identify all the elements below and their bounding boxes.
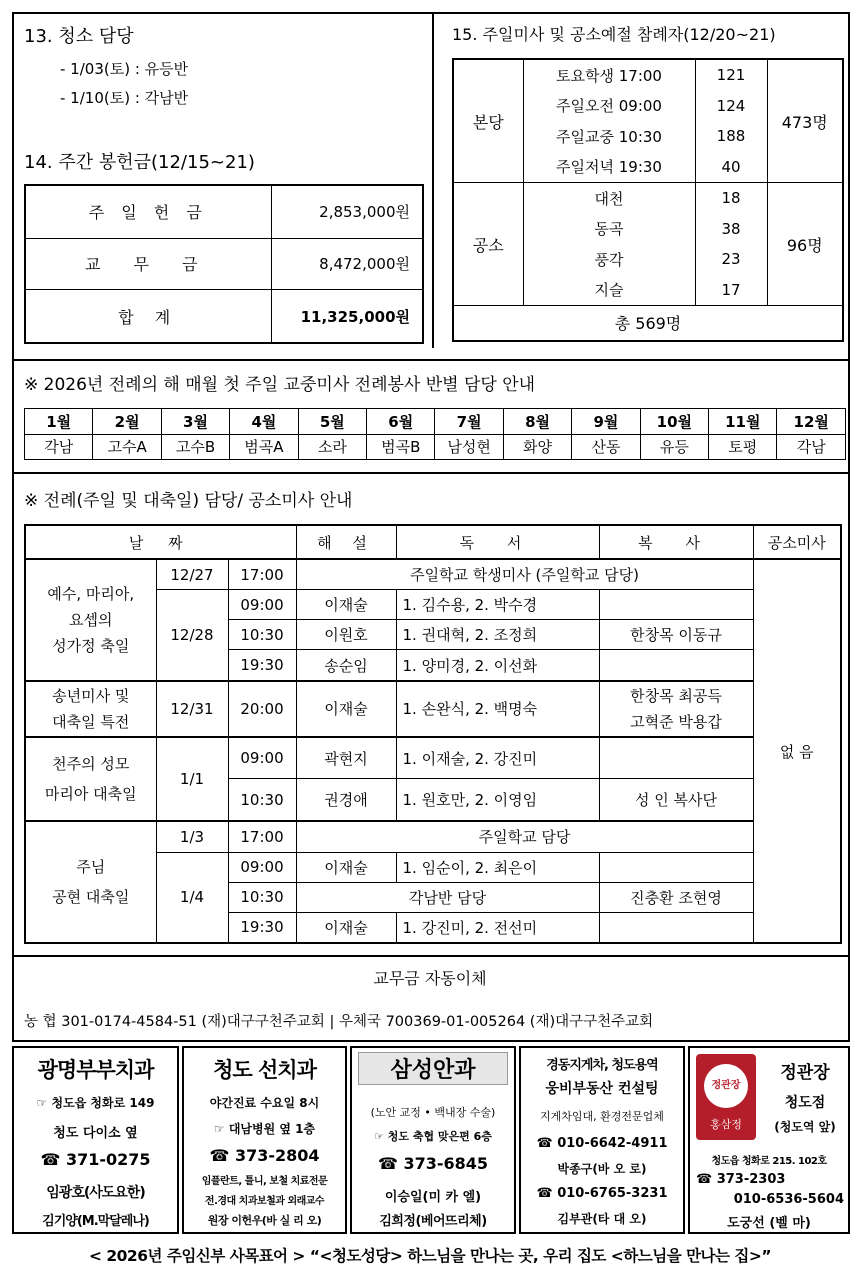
acolyte-cell: 한창목 이동규 — [599, 620, 753, 650]
groups-row — [25, 434, 846, 460]
auto-transfer-title: 교무금 자동이체 — [373, 969, 487, 988]
merged-cell: 주일학교 학생미사 (주일학교 담당) — [296, 559, 753, 590]
feast-name-line: 주님 — [76, 858, 106, 877]
comment-cell: 이원호 — [296, 620, 396, 650]
ad-branch: 청도점 — [784, 1095, 826, 1111]
group-cell: 화양 — [503, 434, 571, 460]
offering-title: 14. 주간 봉헌금(12/15~21) — [24, 152, 255, 173]
offering-value: 11,325,000원 — [271, 290, 423, 343]
acolyte-cell — [599, 737, 753, 779]
group-cell: 고수A — [93, 434, 161, 460]
acolyte-cell: 진충환 조현영 — [599, 882, 753, 912]
mission-count: 17 — [695, 274, 767, 305]
ad-person: 도궁선 (벨 마) — [727, 1216, 811, 1231]
date-cell: 12/28 — [156, 590, 228, 681]
feast-name-line: 공현 대축일 — [52, 888, 130, 907]
offering-label: 교 무 금 — [25, 238, 271, 290]
ad-ginseng — [688, 1046, 850, 1234]
ad-phone: ☎ 371-0275 — [40, 1150, 151, 1169]
time-cell: 09:00 — [228, 737, 296, 779]
time-cell: 09:00 — [228, 852, 296, 882]
ad-phone: ☎ 373-2804 — [209, 1146, 320, 1165]
ad-services: (노안 교정 • 백내장 수술) — [370, 1106, 496, 1119]
ad-address: ☞ 청도읍 청화로 149 — [36, 1096, 155, 1110]
feast-name-line: 마리아 대축일 — [44, 784, 137, 803]
reading-cell: 1. 이재술, 2. 강진미 — [396, 737, 599, 779]
date-cell: 1/4 — [156, 852, 228, 943]
table-row — [25, 681, 841, 737]
comment-cell: 송순임 — [296, 650, 396, 681]
month-cell: 10월 — [640, 409, 708, 435]
header-reading: 독 서 — [396, 525, 599, 559]
cleaning-item: - 1/03(토) : 유등반 — [60, 60, 189, 78]
ad-person: 김부관(타 대 오) — [557, 1212, 647, 1226]
mass-count: 188 — [695, 121, 767, 151]
table-row — [25, 238, 423, 290]
mass-name: 주일오전 09:00 — [523, 91, 695, 121]
ginseng-logo — [696, 1054, 756, 1140]
group-cell: 범곡A — [230, 434, 298, 460]
reading-cell: 1. 김수용, 2. 박수경 — [396, 590, 599, 620]
time-cell: 10:30 — [228, 882, 296, 912]
ad-person: 임광호(사도요한) — [46, 1185, 145, 1201]
acolyte-cell — [599, 650, 753, 681]
divider-1 — [12, 359, 850, 361]
table-row — [25, 821, 841, 852]
ad-name: 정관장 — [780, 1063, 830, 1083]
table-row — [25, 290, 423, 343]
table-row — [25, 737, 841, 779]
reading-cell: 1. 권대혁, 2. 조정희 — [396, 620, 599, 650]
table-row — [453, 59, 843, 91]
mass-count: 121 — [695, 59, 767, 91]
merged-cell: 주일학교 담당 — [296, 821, 753, 852]
mission-count: 38 — [695, 214, 767, 244]
ad-name: 삼성안과 — [358, 1052, 508, 1085]
group-cell: 각남 — [777, 434, 846, 460]
feast-name-line: 천주의 성모 — [52, 754, 130, 773]
mass-count: 40 — [695, 152, 767, 183]
ad-address: 청도읍 청화로 215. 102호 — [711, 1156, 827, 1167]
cleaning-item: - 1/10(토) : 각남반 — [60, 89, 189, 107]
month-cell: 12월 — [777, 409, 846, 435]
time-cell: 09:00 — [228, 590, 296, 620]
group-cell: 토평 — [709, 434, 777, 460]
reading-cell: 1. 양미경, 2. 이선화 — [396, 650, 599, 681]
mission-name: 지슬 — [523, 274, 695, 305]
main-church-label: 본당 — [453, 59, 523, 183]
mission-name: 대천 — [523, 183, 695, 214]
divider-3 — [12, 955, 850, 957]
table-row — [25, 185, 423, 238]
feast-name — [25, 737, 156, 822]
month-cell: 3월 — [161, 409, 229, 435]
months-row — [25, 409, 846, 435]
mission-total: 96명 — [767, 183, 843, 306]
group-cell: 산동 — [572, 434, 640, 460]
ad-person: 박종구(바 오 로) — [557, 1162, 647, 1176]
acolyte-line: 고혁준 박용갑 — [630, 712, 722, 731]
divider-2 — [12, 472, 850, 474]
ad-eye-clinic — [350, 1046, 516, 1234]
table-row — [453, 305, 843, 341]
mission-note: 없 음 — [753, 559, 841, 943]
ad-phone: ☎ 373-6845 — [377, 1154, 489, 1173]
group-cell: 남성현 — [435, 434, 503, 460]
ad-dental-1 — [12, 1046, 179, 1234]
reading-cell: 1. 강진미, 2. 전선미 — [396, 912, 599, 943]
ad-services: 지게차임대, 환경전문업체 — [540, 1110, 664, 1123]
offering-label: 주 일 헌 금 — [25, 185, 271, 238]
ad-person: 김희정(베어뜨리체) — [379, 1214, 487, 1229]
feast-name-line: 요셉의 — [69, 610, 113, 629]
acolyte-cell — [599, 852, 753, 882]
offering-label: 합 계 — [25, 290, 271, 343]
date-cell: 1/3 — [156, 821, 228, 852]
liturgy-table — [24, 524, 842, 944]
ad-person: 이승일(미 카 엘) — [384, 1190, 482, 1205]
offering-value: 2,853,000원 — [271, 185, 423, 238]
ad-name: 광명부부치과 — [37, 1058, 154, 1082]
logo-caption: 홍삼정 — [710, 1118, 742, 1131]
service-year-title: ※ 2026년 전례의 해 매월 첫 주일 교중미사 전례봉사 반별 담당 안내 — [24, 375, 536, 395]
header-comment: 해 설 — [296, 525, 396, 559]
ad-name: 청도 선치과 — [213, 1058, 316, 1082]
feast-name — [25, 681, 156, 737]
merged-cell: 각남반 담당 — [296, 882, 599, 912]
comment-cell: 이재술 — [296, 912, 396, 943]
liturgy-title: ※ 전례(주일 및 대축일) 담당/ 공소미사 안내 — [24, 491, 353, 511]
feast-name — [25, 821, 156, 943]
mass-name: 주일저녁 19:30 — [523, 152, 695, 183]
auto-transfer-line: 농 협 301-0174-4584-51 (재)대구구천주교회 | 우체국 700369-01-005264 (재)대구구천주교회 — [24, 1014, 654, 1030]
ad-address: 청도 다이소 옆 — [53, 1126, 138, 1141]
ad-person: 김기양(M.막달레나) — [42, 1214, 149, 1229]
header-date: 날 짜 — [25, 525, 296, 559]
divider-vertical — [432, 14, 434, 348]
acolyte-cell: 성 인 복사단 — [599, 779, 753, 821]
feast-name-line: 송년미사 및 — [52, 686, 130, 705]
time-cell: 20:00 — [228, 681, 296, 737]
time-cell: 17:00 — [228, 559, 296, 590]
grand-total: 총 569명 — [453, 305, 843, 341]
feast-name-line: 대축일 특전 — [52, 712, 130, 731]
ad-dental-2 — [182, 1046, 347, 1234]
logo-seal-icon: 정관장 — [704, 1064, 748, 1108]
time-cell: 10:30 — [228, 620, 296, 650]
footer-motto: < 2026년 주임신부 사목표어 > “<청도성당> 하느님을 만나는 곳, 우리 집도 <하느님을 만나는 집>” — [88, 1247, 772, 1265]
months-table — [24, 408, 846, 460]
offering-table — [24, 184, 424, 344]
comment-cell: 이재술 — [296, 590, 396, 620]
time-cell: 17:00 — [228, 821, 296, 852]
comment-cell: 권경애 — [296, 779, 396, 821]
mission-name: 동곡 — [523, 214, 695, 244]
date-cell: 12/27 — [156, 559, 228, 590]
group-cell: 범곡B — [367, 434, 435, 460]
attendance-title: 15. 주일미사 및 공소예절 참례자(12/20~21) — [452, 25, 776, 44]
month-cell: 5월 — [298, 409, 366, 435]
ad-phone: ☎ 010-6642-4911 — [536, 1136, 668, 1151]
mission-label: 공소 — [453, 183, 523, 306]
table-row — [25, 559, 841, 590]
ad-hours: 야간진료 수요일 8시 — [209, 1096, 320, 1110]
mass-count: 124 — [695, 91, 767, 121]
ad-location: (청도역 앞) — [774, 1120, 836, 1134]
ad-desc: 임플란트, 틀니, 보철 치료전문 — [201, 1176, 328, 1187]
reading-cell: 1. 원호만, 2. 이영임 — [396, 779, 599, 821]
ad-name: 경동지게차, 청도용역 — [546, 1058, 658, 1073]
month-cell: 8월 — [503, 409, 571, 435]
ad-person: 원장 이헌우(바 실 리 오) — [207, 1214, 322, 1227]
feast-name-line: 성가정 축일 — [52, 636, 130, 655]
date-cell: 1/1 — [156, 737, 228, 822]
ad-phone: ☎ 373-2303 — [696, 1172, 786, 1187]
header-mission: 공소미사 — [753, 525, 841, 559]
group-cell: 유등 — [640, 434, 708, 460]
month-cell: 11월 — [709, 409, 777, 435]
comment-cell: 이재술 — [296, 852, 396, 882]
month-cell: 4월 — [230, 409, 298, 435]
reading-cell: 1. 손완식, 2. 백명숙 — [396, 681, 599, 737]
ad-forklift — [519, 1046, 685, 1234]
ad-phone: 010-6536-5604 — [733, 1192, 844, 1207]
table-row — [453, 183, 843, 214]
time-cell: 10:30 — [228, 779, 296, 821]
month-cell: 1월 — [25, 409, 93, 435]
ad-name: 웅비부동산 컨설팅 — [545, 1081, 659, 1097]
ad-desc: 전.경대 치과보철과 외래교수 — [204, 1196, 325, 1207]
reading-cell: 1. 임순이, 2. 최은이 — [396, 852, 599, 882]
cleaning-title: 13. 청소 담당 — [24, 26, 134, 47]
table-row — [25, 525, 841, 559]
header-acolyte: 복 사 — [599, 525, 753, 559]
group-cell: 고수B — [161, 434, 229, 460]
group-cell: 각남 — [25, 434, 93, 460]
month-cell: 2월 — [93, 409, 161, 435]
acolyte-cell — [599, 590, 753, 620]
time-cell: 19:30 — [228, 650, 296, 681]
acolyte-cell — [599, 912, 753, 943]
mass-name: 토요학생 17:00 — [523, 59, 695, 91]
mission-count: 18 — [695, 183, 767, 214]
main-total: 473명 — [767, 59, 843, 183]
feast-name-line: 예수, 마리아, — [47, 584, 135, 603]
ad-phone: ☎ 010-6765-3231 — [536, 1186, 668, 1201]
mission-count: 23 — [695, 244, 767, 274]
mass-name: 주일교중 10:30 — [523, 121, 695, 151]
time-cell: 19:30 — [228, 912, 296, 943]
offering-value: 8,472,000원 — [271, 238, 423, 290]
ad-address: ☞ 대남병원 옆 1층 — [213, 1122, 316, 1136]
attendance-table — [452, 58, 844, 342]
comment-cell: 이재술 — [296, 681, 396, 737]
ad-address: ☞ 청도 축협 맞은편 6층 — [374, 1130, 492, 1143]
month-cell: 7월 — [435, 409, 503, 435]
acolyte-cell — [599, 681, 753, 737]
feast-name — [25, 559, 156, 681]
acolyte-line: 한창목 최공득 — [630, 686, 722, 705]
group-cell: 소라 — [298, 434, 366, 460]
month-cell: 6월 — [367, 409, 435, 435]
comment-cell: 곽현지 — [296, 737, 396, 779]
date-cell: 12/31 — [156, 681, 228, 737]
month-cell: 9월 — [572, 409, 640, 435]
mission-name: 풍각 — [523, 244, 695, 274]
